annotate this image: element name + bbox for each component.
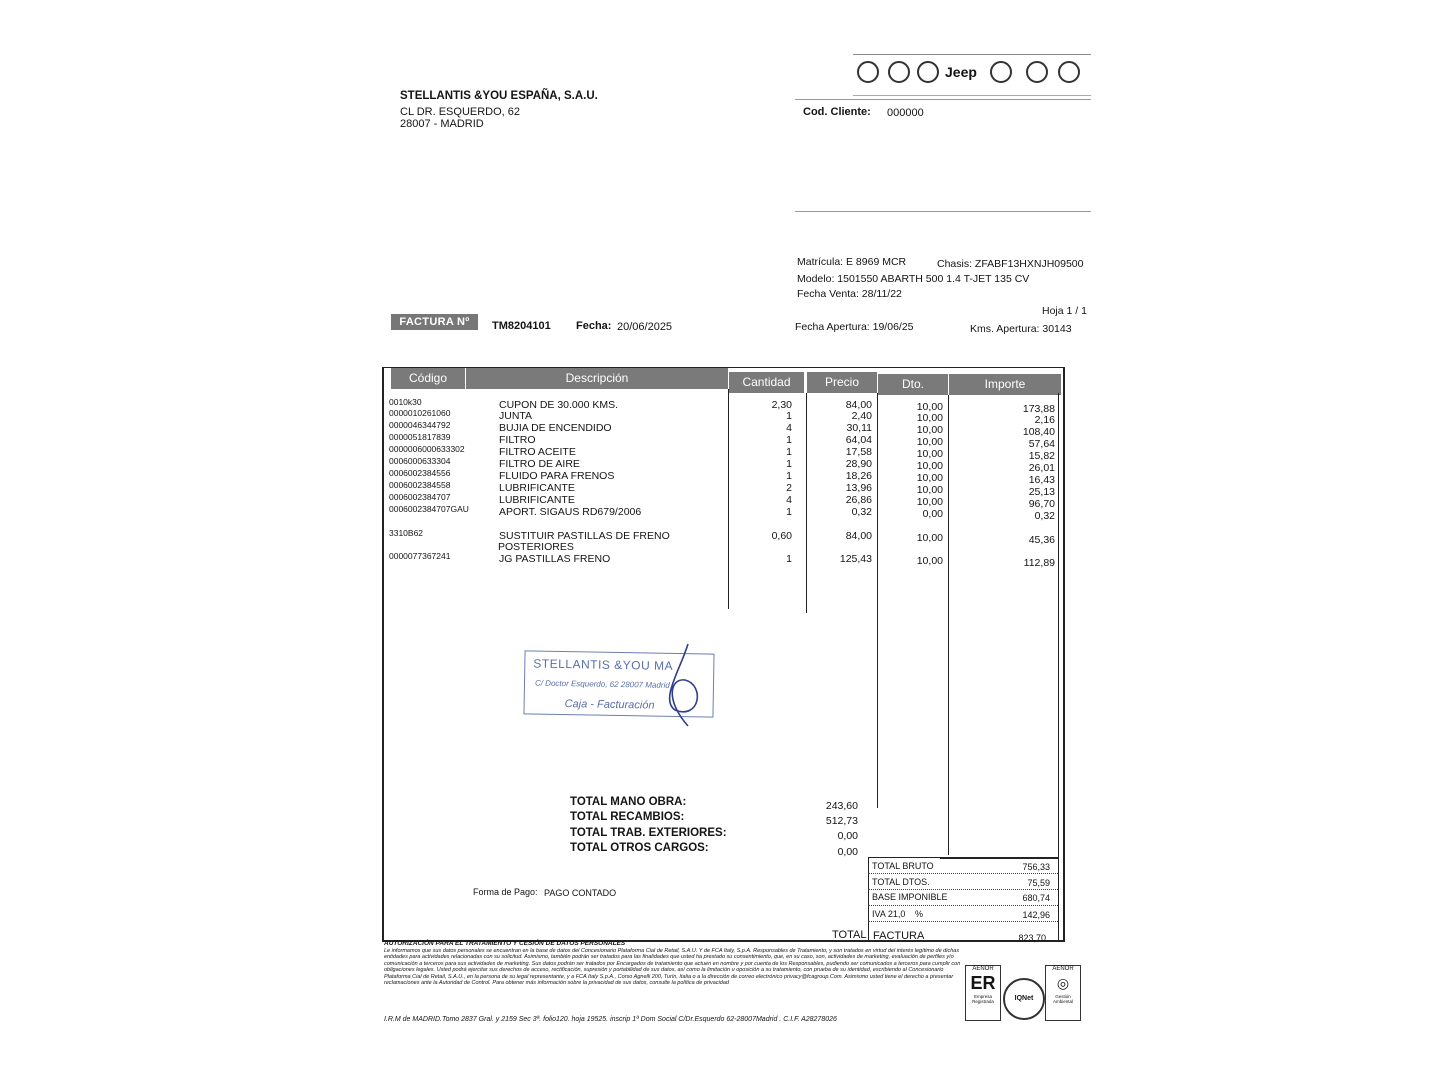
- column-divider: [877, 393, 878, 808]
- vehicle-plate: Matrícula: E 8969 MCR: [797, 256, 907, 268]
- row-code: 0010k30: [389, 397, 422, 407]
- vehicle-sale-date: Fecha Venta: 28/11/22: [797, 288, 902, 300]
- row-discount: 10,00: [916, 460, 943, 472]
- invoice-table: [382, 367, 1065, 942]
- row-description: JUNTA: [499, 410, 533, 422]
- iqnet-badge: IQNet: [1003, 978, 1045, 1020]
- row-code: 0000046344792: [389, 420, 451, 430]
- vehicle-chassis: Chasis: ZFABF13HXNJH09500: [937, 258, 1084, 270]
- row-amount: 45,36: [1028, 534, 1055, 546]
- row-description: JG PASTILLAS FRENO: [499, 553, 611, 565]
- row-description: LUBRIFICANTE: [499, 482, 575, 494]
- row-quantity: 4: [786, 422, 792, 434]
- client-code-value: 000000: [887, 107, 924, 119]
- payment-value: PAGO CONTADO: [544, 888, 617, 898]
- company-name: STELLANTIS &YOU ESPAÑA, S.A.U.: [400, 90, 598, 102]
- row-price: 64,04: [845, 434, 872, 446]
- total-labor-value: 243,60: [825, 800, 858, 812]
- row-quantity: 2: [786, 482, 792, 494]
- row-amount: 25,13: [1028, 486, 1055, 498]
- invoice-label: FACTURA Nº: [391, 314, 478, 330]
- tax-base-value: 680,74: [1022, 893, 1050, 903]
- row-description: FILTRO: [499, 434, 536, 446]
- row-code: 0000010261060: [389, 408, 451, 418]
- row-price: 2,40: [851, 410, 872, 422]
- invoice-total-label-1: TOTAL: [832, 929, 867, 941]
- summary-divider: [940, 857, 1058, 859]
- column-header-quantity: Cantidad: [729, 372, 804, 393]
- total-other-value: 0,00: [837, 846, 858, 858]
- brand-logos: [853, 54, 1091, 96]
- invoice-date-label: Fecha:: [576, 320, 612, 332]
- signature-icon: [640, 640, 720, 730]
- tax-base-label: BASE IMPONIBLE: [872, 892, 948, 902]
- page-count: Hoja 1 / 1: [1042, 305, 1087, 317]
- total-parts-label: TOTAL RECAMBIOS:: [570, 811, 685, 823]
- row-code: 0006000633304: [389, 456, 451, 466]
- vat-label: IVA 21,0: [872, 909, 906, 919]
- aenor-label: AENOR: [1052, 966, 1074, 972]
- invoice-total-value: 823,70: [1018, 933, 1046, 943]
- row-amount: 16,43: [1028, 474, 1055, 486]
- column-header-price: Precio: [807, 372, 877, 393]
- aenor-label: AENOR: [972, 966, 994, 972]
- row-price: 125,43: [839, 553, 872, 565]
- row-description: FLUIDO PARA FRENOS: [499, 470, 615, 482]
- vehicle-model: Modelo: 1501550 ABARTH 500 1.4 T-JET 135 CV: [797, 273, 1030, 285]
- row-quantity: 1: [786, 553, 792, 565]
- gross-total-label: TOTAL BRUTO: [872, 861, 934, 871]
- total-parts-value: 512,73: [825, 815, 858, 827]
- row-quantity: 1: [786, 506, 792, 518]
- row-quantity: 1: [786, 458, 792, 470]
- row-discount: 10,00: [916, 401, 943, 413]
- row-description: CUPON DE 30.000 KMS.: [499, 399, 619, 411]
- opening-km: Kms. Apertura: 30143: [970, 323, 1072, 335]
- column-divider: [728, 389, 729, 609]
- opening-date: Fecha Apertura: 19/06/25: [795, 321, 914, 333]
- row-price: 18,26: [845, 470, 872, 482]
- row-code: 0000006000633302: [389, 444, 465, 454]
- alfa-romeo-logo-icon: [857, 61, 879, 83]
- summary-left-line: [868, 857, 869, 941]
- row-amount: 96,70: [1028, 498, 1055, 510]
- row-code: 0000077367241: [389, 551, 451, 561]
- client-code-label: Cod. Cliente:: [803, 106, 871, 118]
- row-code: 0006002384558: [389, 480, 451, 490]
- stamp-footer: Caja - Facturación: [564, 698, 655, 712]
- company-address: [400, 106, 520, 130]
- privacy-notice-body: Le informamos que sus datos personales se encuentran en la base de datos del Concesionario Plataforma Cial de Retail, S.A.U. Y de FCA Italy, S.p.A. Responsables de Tratamiento, y son tratados en virtud del interés legítimo de dichas entidades para actividades relacionadas con su solicitud. Asimismo, también podrán ser tratados para las finalidades que usted ha prestado su consentimiento, que, en su caso, son, actividades de marketing, evaluación de perfiles y/o comunicación a terceros para sus actividades de marketing. Sus datos podrán ser tratados por Encargados de tratamiento que actuen en nombre y por cuenta de los Responsables, pudiendo ser comunicados a terceros para cumplir con obligaciones legales. Usted podrá ejercitar sus derechos de acceso, rectificación, supresión y portabilidad de sus datos, así como la limitación u oposición a su tratamiento, con prueba de su identidad, escribiendo al Concesionario Plataforma Cial de Retail, S.A.U., en la persona de su legal representante, y a FCA Italy S.p.A., Corso Agnelli 200, Turín, Italia o a la dirección de correo electrónico privacy@fcagroup.Com. Asimismo usted tiene el derecho a presentar reclamaciones ante la Autoridad de Control. Para obtener más información sobre la privacidad de sus datos, consulte la política de privacidad: [384, 947, 961, 986]
- row-price: 84,00: [845, 399, 872, 411]
- row-price: 13,96: [845, 482, 872, 494]
- row-amount: 108,40: [1022, 426, 1055, 438]
- row-quantity: 2,30: [771, 399, 792, 411]
- row-amount: 173,88: [1022, 403, 1055, 415]
- invoice-total-label-2: FACTURA: [873, 930, 925, 942]
- discount-total-label: TOTAL DTOS.: [872, 877, 930, 887]
- ga-mark-icon: ◎: [1056, 975, 1070, 991]
- aenor-environment-badge: [1045, 965, 1081, 1021]
- row-quantity: 4: [786, 494, 792, 506]
- stamp-title: STELLANTIS &YOU MA: [533, 656, 674, 673]
- row-amount: 57,64: [1028, 438, 1055, 450]
- row-description: LUBRIFICANTE: [499, 494, 575, 506]
- vat-value: 142,96: [1022, 910, 1050, 920]
- column-divider: [806, 393, 807, 613]
- row-code: 0006002384707GAU: [389, 504, 469, 514]
- summary-divider: [868, 873, 1058, 875]
- discount-total-value: 75,59: [1027, 878, 1050, 888]
- row-description: SUSTITUIR PASTILLAS DE FRENO: [499, 530, 670, 542]
- stamp-address: C/ Doctor Esquerdo, 62 28007 Madrid: [534, 678, 670, 690]
- summary-divider: [868, 889, 1058, 891]
- row-price: 28,90: [845, 458, 872, 470]
- column-header-discount: Dto.: [878, 374, 948, 395]
- row-amount: 112,89: [1023, 557, 1055, 569]
- row-code: 0000051817839: [389, 432, 451, 442]
- fiat-logo-icon: [888, 61, 910, 83]
- row-description: BUJIA DE ENCENDIDO: [499, 422, 612, 434]
- privacy-notice: [384, 941, 964, 987]
- privacy-notice-title: AUTORIZACIÓN PARA EL TRATAMIENTO Y CESIÓN DE DATOS PERSONALES: [384, 940, 626, 947]
- row-price: 0,32: [851, 506, 872, 518]
- row-price: 30,11: [846, 422, 872, 434]
- row-description-cont: POSTERIORES: [498, 541, 574, 553]
- row-code: 0006002384707: [389, 492, 451, 502]
- row-amount: 26,01: [1028, 462, 1055, 474]
- column-header-description: Descripción: [466, 368, 728, 389]
- column-divider: [1058, 393, 1059, 941]
- abarth-logo-icon: [1026, 61, 1048, 83]
- total-external-label: TOTAL TRAB. EXTERIORES:: [570, 827, 727, 839]
- row-description: FILTRO DE AIRE: [499, 458, 580, 470]
- row-discount: 10,00: [916, 412, 943, 424]
- row-discount: 10,00: [916, 532, 943, 544]
- row-quantity: 1: [786, 446, 792, 458]
- payment-label: Forma de Pago:: [473, 887, 538, 897]
- row-discount: 10,00: [916, 555, 943, 567]
- vat-percent-sign: %: [915, 909, 924, 919]
- summary-divider: [868, 921, 1058, 923]
- invoice-date-value: 20/06/2025: [617, 321, 673, 333]
- column-divider: [948, 395, 949, 855]
- summary-divider: [868, 905, 1058, 907]
- row-price: 26,86: [845, 494, 872, 506]
- row-quantity: 1: [786, 410, 792, 422]
- column-header-code: Código: [391, 368, 465, 389]
- invoice-number: TM8204101: [492, 320, 551, 332]
- row-amount: 15,82: [1028, 450, 1055, 462]
- row-discount: 10,00: [916, 484, 943, 496]
- row-amount: 0,32: [1034, 510, 1055, 522]
- row-discount: 10,00: [916, 448, 943, 460]
- row-price: 17,58: [845, 446, 872, 458]
- er-mark-icon: ER: [970, 973, 996, 993]
- aenor-registered-badge: [965, 965, 1001, 1021]
- column-header-amount: Importe: [949, 374, 1061, 395]
- company-address-line1: CL DR. ESQUERDO, 62: [400, 106, 521, 118]
- row-discount: 10,00: [916, 472, 943, 484]
- fiat-professional-logo-icon: [917, 61, 939, 83]
- total-other-label: TOTAL OTROS CARGOS:: [570, 842, 709, 854]
- registry-footer: I.R.M de MADRID.Tomo 2837 Gral. y 2159 Sec 3ª. folio120. hoja 19525. inscrip 1ª Dom Social C/Dr.Esquerdo 62-28007Madrid . C.I.F. A28278026: [384, 1016, 837, 1023]
- row-code: 3310B62: [389, 528, 424, 538]
- row-quantity: 0,60: [771, 530, 792, 542]
- aenor-sub: Gestión Ambiental: [1052, 994, 1073, 1004]
- row-discount: 0,00: [922, 508, 943, 520]
- row-description: APORT. SIGAUS RD679/2006: [499, 506, 642, 518]
- leapmotor-logo-icon: [1058, 61, 1080, 83]
- row-quantity: 1: [786, 434, 792, 446]
- row-price: 84,00: [845, 530, 872, 542]
- row-discount: 10,00: [916, 436, 943, 448]
- gross-total-value: 756,33: [1022, 862, 1050, 872]
- total-labor-label: TOTAL MANO OBRA:: [570, 796, 687, 808]
- row-description: FILTRO ACEITE: [499, 446, 576, 458]
- row-discount: 10,00: [916, 424, 943, 436]
- company-address-line2: 28007 - MADRID: [400, 118, 484, 130]
- row-amount: 2,16: [1034, 414, 1055, 426]
- row-code: 0006002384556: [389, 468, 451, 478]
- total-external-value: 0,00: [837, 830, 858, 842]
- lancia-logo-icon: [990, 61, 1012, 83]
- aenor-sub: Empresa Registrada: [972, 994, 994, 1004]
- row-quantity: 1: [786, 470, 792, 482]
- jeep-logo: Jeep: [945, 64, 977, 80]
- row-discount: 10,00: [916, 496, 943, 508]
